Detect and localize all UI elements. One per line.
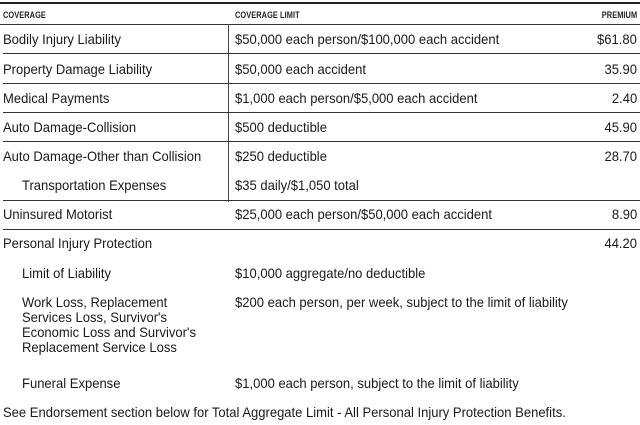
row-limit-collision: $500 deductible (235, 119, 327, 135)
row-rule (3, 112, 640, 113)
pip-coverage-funeral-expense: Funeral Expense (22, 375, 121, 391)
row-premium-property-damage: 35.90 (604, 61, 637, 77)
header-premium: PREMIUM (601, 10, 637, 20)
row-coverage-other-than-collision: Auto Damage-Other than Collision (3, 148, 202, 164)
row-limit-medical-payments: $1,000 each person/$5,000 each accident (235, 90, 478, 106)
row-limit-bodily-injury: $50,000 each person/$100,000 each accident (235, 31, 500, 47)
row-coverage-property-damage: Property Damage Liability (3, 61, 153, 77)
row-rule (3, 200, 640, 201)
row-coverage-bodily-injury: Bodily Injury Liability (3, 31, 121, 47)
row-premium-bodily-injury: $61.80 (597, 31, 637, 47)
row-premium-other-than-collision: 28.70 (604, 148, 637, 164)
top-rule (0, 2, 640, 4)
row-coverage-transportation-expenses: Transportation Expenses (22, 177, 167, 193)
row-coverage-uninsured-motorist: Uninsured Motorist (3, 206, 113, 222)
row-coverage-collision: Auto Damage-Collision (3, 119, 137, 135)
row-limit-property-damage: $50,000 each accident (235, 61, 367, 77)
pip-coverage-limit-of-liability: Limit of Liability (22, 265, 112, 281)
row-rule (3, 229, 640, 230)
pip-limit-work-loss: $200 each person, per week, subject to the limit of liability (235, 294, 568, 310)
row-coverage-medical-payments: Medical Payments (3, 90, 110, 106)
header-rule (0, 24, 640, 25)
row-rule (3, 141, 640, 142)
pip-limit-funeral-expense: $1,000 each person, subject to the limit of liability (235, 375, 519, 391)
column-divider (228, 24, 229, 202)
pip-coverage-work-loss: Work Loss, Replacement Services Loss, Survivor's Economic Loss and Survivor's Replacement Service Loss (22, 294, 196, 355)
footer-note: See Endorsement section below for Total Aggregate Limit - All Personal Injury Protection Benefits. (3, 404, 566, 420)
row-limit-other-than-collision: $250 deductible (235, 148, 327, 164)
pip-limit-limit-of-liability: $10,000 aggregate/no deductible (235, 265, 426, 281)
row-premium-uninsured-motorist: 8.90 (611, 206, 637, 222)
header-coverage: COVERAGE (3, 10, 46, 20)
row-premium-medical-payments: 2.40 (611, 90, 637, 106)
header-coverage-limit: COVERAGE LIMIT (235, 10, 300, 20)
row-rule (3, 53, 640, 54)
row-rule (3, 83, 640, 84)
row-premium-collision: 45.90 (604, 119, 637, 135)
row-limit-uninsured-motorist: $25,000 each person/$50,000 each accident (235, 206, 492, 222)
row-limit-transportation-expenses: $35 daily/$1,050 total (235, 177, 359, 193)
row-premium-personal-injury-protection: 44.20 (604, 235, 637, 251)
row-coverage-personal-injury-protection: Personal Injury Protection (3, 235, 153, 251)
